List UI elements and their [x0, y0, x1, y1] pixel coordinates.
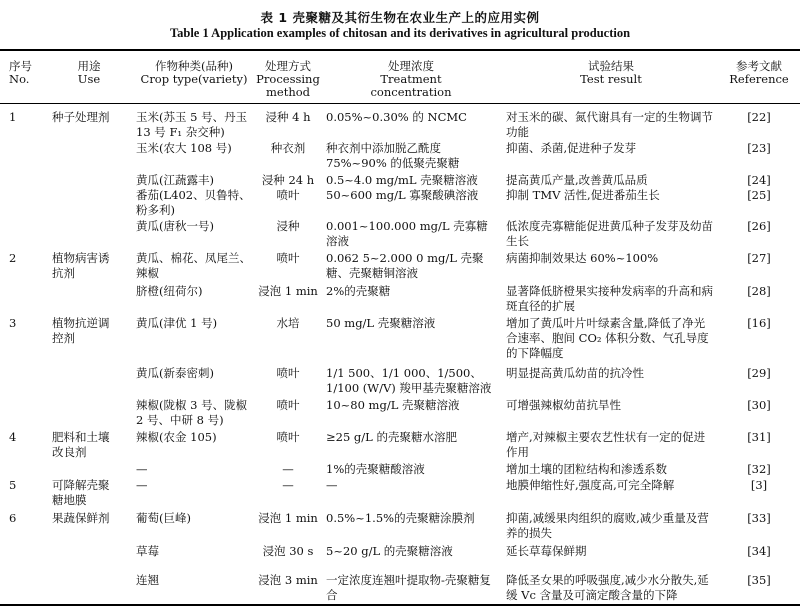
cell-conc: 2%的壳聚糖 [326, 284, 391, 298]
cell-ref: [28] [747, 284, 771, 298]
cell-crop: 黄瓜(新泰密刺) [136, 366, 214, 380]
cell-ref: [31] [747, 430, 771, 444]
cell-conc: 0.5%~1.5%的壳聚糖涂膜剂 [326, 511, 475, 525]
cell-method: 喷叶 [276, 188, 300, 202]
cell-conc: 50 mg/L 壳聚糖溶液 [326, 316, 436, 330]
header-result: 试验结果 Test result [580, 59, 642, 86]
cell-result: 可增强辣椒幼苗抗旱性 [506, 398, 621, 412]
cell-crop: — [136, 462, 148, 476]
cell-method: 浸泡 3 min [258, 573, 318, 587]
cell-no: 2 [9, 251, 17, 265]
cell-result: 明显提高黄瓜幼苗的抗冷性 [506, 366, 644, 380]
cell-result: 降低圣女果的呼吸强度,减少水分散失,延缓 Vc 含量及可滴定酸含量的下降 [506, 573, 709, 602]
cell-crop: 玉米(农大 108 号) [136, 141, 232, 155]
cell-no: 1 [9, 110, 17, 124]
header-method: 处理方式 Processing method [256, 59, 320, 99]
cell-use: 植物抗逆调控剂 [52, 316, 110, 345]
cell-crop: 黄瓜(江蔬露丰) [136, 173, 214, 187]
cell-result: 增加了黄瓜叶片叶绿素含量,降低了净光合速率、胞间 CO₂ 体积分数、气孔导度的下降幅度 [506, 316, 709, 360]
cell-use: 可降解壳聚糖地膜 [52, 478, 110, 507]
cell-method: 喷叶 [276, 398, 300, 412]
cell-crop: 番茄(L402、贝鲁特、粉多利) [136, 188, 251, 217]
cell-result: 病菌抑制效果达 60%~100% [506, 251, 659, 265]
top-rule [0, 49, 800, 51]
cell-result: 抑菌、杀菌,促进种子发芽 [506, 141, 637, 155]
header-rule [0, 103, 800, 104]
cell-no: 3 [9, 316, 17, 330]
cell-result: 地膜伸缩性好,强度高,可完全降解 [506, 478, 675, 492]
table-caption-cn: 表 1 壳聚糖及其衍生物在农业生产上的应用实例 [260, 10, 540, 25]
header-ref: 参考文献 Reference [729, 59, 789, 86]
cell-use: 种子处理剂 [52, 110, 110, 124]
cell-ref: [35] [747, 573, 771, 587]
cell-conc: 种衣剂中添加脱乙酰度 75%~90% 的低聚壳聚糖 [326, 141, 460, 170]
cell-method: 浸泡 30 s [262, 544, 314, 558]
cell-ref: [3] [750, 478, 768, 492]
cell-crop: 脐橙(纽荷尔) [136, 284, 203, 298]
cell-method: — [282, 462, 294, 476]
cell-crop: 草莓 [136, 544, 159, 558]
cell-result: 抑菌,减缓果肉组织的腐败,减少重量及营养的损失 [506, 511, 709, 540]
cell-method: 浸种 24 h [261, 173, 315, 187]
cell-conc: 1%的壳聚糖酸溶液 [326, 462, 425, 476]
cell-crop: 黄瓜(津优 1 号) [136, 316, 218, 330]
cell-method: — [282, 478, 294, 492]
cell-conc: ≥25 g/L 的壳聚糖水溶肥 [326, 430, 457, 444]
cell-crop: 黄瓜(唐秋一号) [136, 219, 214, 233]
cell-result: 增产,对辣椒主要农艺性状有一定的促进作用 [506, 430, 706, 459]
cell-ref: [23] [747, 141, 771, 155]
cell-ref: [16] [747, 316, 771, 330]
cell-method: 浸种 4 h [265, 110, 311, 124]
cell-result: 增加土壤的团粒结构和渗透系数 [506, 462, 667, 476]
cell-method: 喷叶 [276, 366, 300, 380]
cell-result: 提高黄瓜产量,改善黄瓜品质 [506, 173, 648, 187]
cell-result: 抑制 TMV 活性,促进番茄生长 [506, 188, 660, 202]
cell-method: 浸种 [276, 219, 300, 233]
cell-conc: 1/1 500、1/1 000、1/500、1/100 (W/V) 羧甲基壳聚糖溶液 [326, 366, 492, 395]
cell-crop: 辣椒(农金 105) [136, 430, 217, 444]
header-use: 用途 Use [77, 59, 101, 86]
cell-ref: [22] [747, 110, 771, 124]
cell-conc: 0.001~100.000 mg/L 壳寡糖溶液 [326, 219, 488, 248]
header-crop: 作物种类(品种) Crop type(variety) [140, 59, 248, 86]
cell-crop: 葡萄(巨峰) [136, 511, 191, 525]
cell-ref: [24] [747, 173, 771, 187]
cell-method: 浸泡 1 min [258, 511, 318, 525]
cell-result: 低浓度壳寡糖能促进黄瓜种子发芽及幼苗生长 [506, 219, 713, 248]
cell-no: 6 [9, 511, 17, 525]
cell-crop: 黄瓜、棉花、凤尾兰、辣椒 [136, 251, 251, 280]
cell-conc: 5~20 g/L 的壳聚糖溶液 [326, 544, 453, 558]
cell-conc: 0.5~4.0 mg/mL 壳聚糖溶液 [326, 173, 478, 187]
cell-conc: 0.062 5~2.000 0 mg/L 壳聚糖、壳聚糖铜溶液 [326, 251, 484, 280]
cell-conc: — [326, 478, 338, 492]
cell-crop: 连翘 [136, 573, 159, 587]
cell-result: 显著降低脐橙果实接种发病率的升高和病斑直径的扩展 [506, 284, 713, 313]
cell-use: 果蔬保鲜剂 [52, 511, 110, 525]
header-no: 序号 No. [9, 59, 32, 86]
cell-ref: [26] [747, 219, 771, 233]
cell-ref: [25] [747, 188, 771, 202]
cell-method: 浸泡 1 min [258, 284, 318, 298]
cell-ref: [34] [747, 544, 771, 558]
cell-ref: [30] [747, 398, 771, 412]
cell-use: 肥料和土壤改良剂 [52, 430, 110, 459]
cell-method: 喷叶 [276, 430, 300, 444]
cell-ref: [33] [747, 511, 771, 525]
cell-no: 5 [9, 478, 17, 492]
bottom-rule [0, 604, 800, 606]
cell-no: 4 [9, 430, 17, 444]
cell-result: 延长草莓保鲜期 [506, 544, 587, 558]
cell-crop: 玉米(苏玉 5 号、丹玉 13 号 F₁ 杂交种) [136, 110, 248, 139]
cell-conc: 10~80 mg/L 壳聚糖溶液 [326, 398, 460, 412]
cell-ref: [29] [747, 366, 771, 380]
header-conc: 处理浓度 Treatment concentration [370, 59, 452, 99]
cell-ref: [27] [747, 251, 771, 265]
cell-crop: 辣椒(陇椒 3 号、陇椒 2 号、中研 8 号) [136, 398, 248, 427]
cell-crop: — [136, 478, 148, 492]
cell-conc: 50~600 mg/L 寡聚酸碘溶液 [326, 188, 479, 202]
cell-conc: 0.05%~0.30% 的 NCMC [326, 110, 467, 124]
cell-result: 对玉米的碳、氮代谢具有一定的生物调节功能 [506, 110, 713, 139]
cell-method: 水培 [276, 316, 300, 330]
cell-ref: [32] [747, 462, 771, 476]
cell-conc: 一定浓度连翘叶提取物-壳聚糖复合 [326, 573, 491, 602]
cell-method: 喷叶 [276, 251, 300, 265]
cell-use: 植物病害诱抗剂 [52, 251, 110, 280]
table-caption-en: Table 1 Application examples of chitosan and its derivatives in agricultural production [169, 26, 631, 40]
cell-method: 种衣剂 [270, 141, 306, 155]
